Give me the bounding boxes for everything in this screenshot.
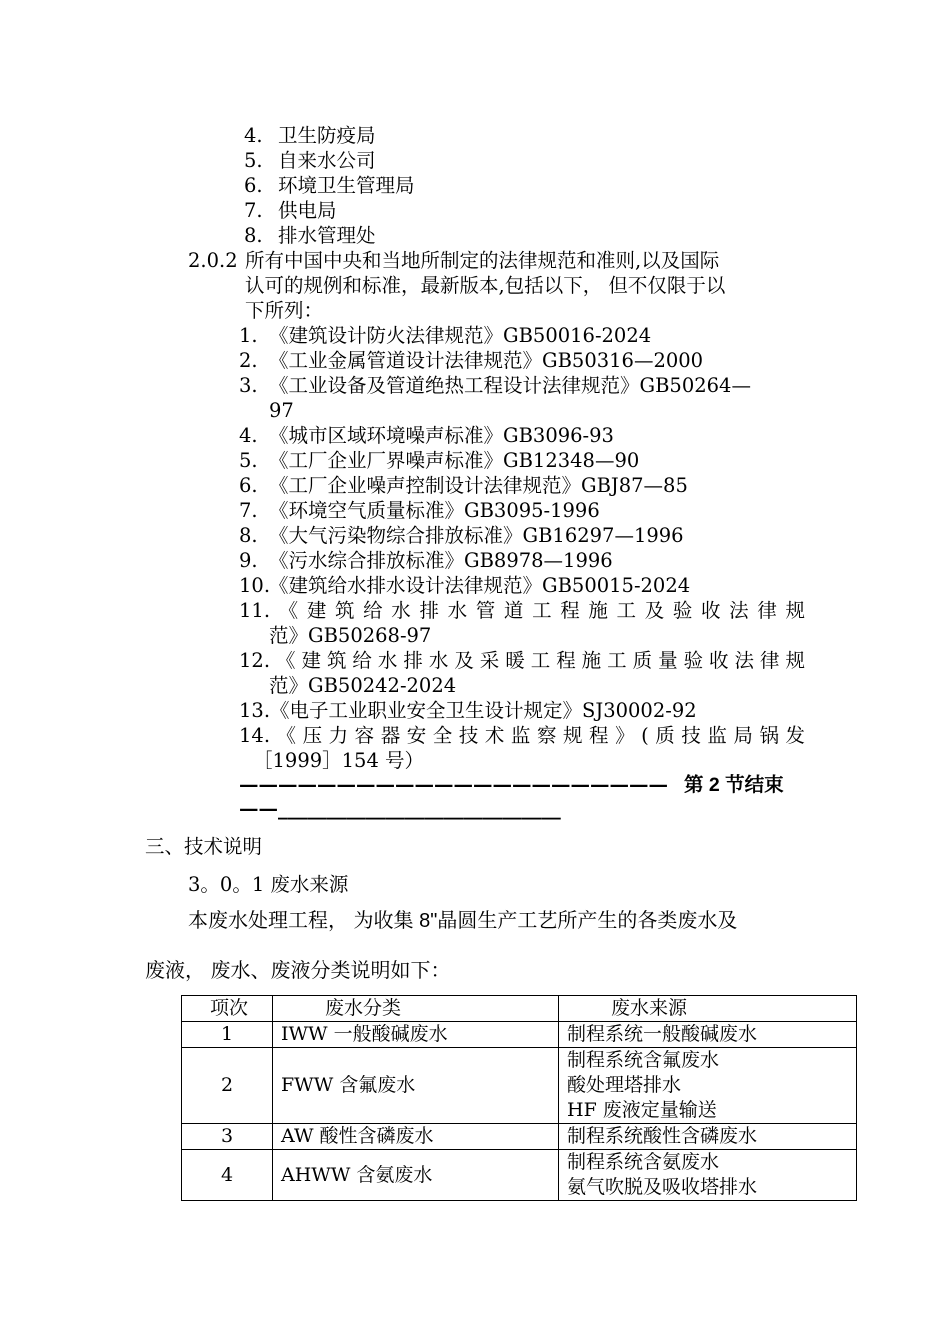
- table-cell-source: 制程系统一般酸碱废水: [559, 1022, 857, 1048]
- standard-item: 10.《建筑给水排水设计法律规范》GB50015-2024: [239, 574, 691, 597]
- standard-item: 14.《压力容器安全技术监察规程》(质技监局锅发: [239, 724, 805, 747]
- list-item: 6. 环境卫生管理局: [244, 174, 415, 197]
- section-text-line: 所有中国中央和当地所制定的法律规范和准则,以及国际: [245, 249, 720, 272]
- divider-dashes: ——————————————————————: [239, 773, 668, 796]
- table-row: [182, 1022, 857, 1048]
- table-cell-type: IWW 一般酸碱废水: [273, 1022, 559, 1048]
- table-header: 废水分类: [273, 996, 559, 1022]
- subsection-title: 3。0。1 废水来源: [188, 873, 349, 896]
- paragraph-line: 废液， 废水、废液分类说明如下：: [145, 960, 451, 982]
- standard-item-continuation: 范》GB50242-2024: [269, 674, 457, 697]
- standard-item-continuation: ［1999］154 号）: [253, 749, 425, 772]
- table-cell-no: 4: [182, 1150, 273, 1201]
- standard-item: 7. 《环境空气质量标准》GB3095-1996: [239, 499, 600, 522]
- table-cell-no: 3: [182, 1124, 273, 1150]
- table-header-row: [182, 996, 857, 1022]
- section-text-line: 认可的规例和标准，最新版本,包括以下， 但不仅限于以: [245, 274, 726, 297]
- table-header: 项次: [182, 996, 273, 1022]
- section-title: 三、技术说明: [145, 835, 263, 858]
- paragraph-line: 本废水处理工程， 为收集 8"晶圆生产工艺所产生的各类废水及: [188, 910, 738, 932]
- standard-item-continuation: 97: [269, 399, 294, 422]
- standard-item: 1. 《建筑设计防火法律规范》GB50016-2024: [239, 324, 652, 347]
- table-cell-no: 1: [182, 1022, 273, 1048]
- list-item: 8. 排水管理处: [244, 224, 376, 247]
- table-row: [182, 1048, 857, 1124]
- standard-item: 2. 《工业金属管道设计法律规范》GB50316—2000: [239, 349, 704, 372]
- table-cell-type: AHWW 含氨废水: [273, 1150, 559, 1201]
- standard-item: 4. 《城市区域环境噪声标准》GB3096-93: [239, 424, 614, 447]
- standard-item: 5. 《工厂企业厂界噪声标准》GB12348—90: [239, 449, 640, 472]
- standard-item: 3. 《工业设备及管道绝热工程设计法律规范》GB50264—: [239, 374, 751, 397]
- table-header: 废水来源: [559, 996, 857, 1022]
- table-cell-source: 制程系统含氟废水 酸处理塔排水 HF 废液定量输送: [559, 1048, 857, 1124]
- standard-item: 8. 《大气污染物综合排放标准》GB16297—1996: [239, 524, 684, 547]
- list-item: 4. 卫生防疫局: [244, 124, 376, 147]
- wastewater-table: [181, 995, 857, 1201]
- list-item: 5. 自来水公司: [244, 149, 376, 172]
- table-cell-no: 2: [182, 1048, 273, 1124]
- standard-item: 9. 《污水综合排放标准》GB8978—1996: [239, 549, 613, 572]
- section-number: 2.0.2: [188, 249, 238, 272]
- standard-item: 11.《建筑给水排水管道工程施工及验收法律规: [239, 599, 805, 622]
- section-text-line: 下所列：: [245, 299, 324, 322]
- table-cell-source: 制程系统酸性含磷废水: [559, 1124, 857, 1150]
- section-end-label: 第 2 节结束: [684, 774, 784, 796]
- divider-dashes: ——_____________________________: [239, 797, 561, 820]
- standard-item: 12.《建筑给水排水及采暖工程施工质量验收法律规: [239, 649, 805, 672]
- table-cell-source: 制程系统含氨废水 氨气吹脱及吸收塔排水: [559, 1150, 857, 1201]
- standard-item-continuation: 范》GB50268-97: [269, 624, 432, 647]
- table-row: [182, 1124, 857, 1150]
- standard-item: 13.《电子工业职业安全卫生设计规定》SJ30002-92: [239, 699, 697, 722]
- section-end-marker: [239, 772, 805, 798]
- table-row: [182, 1150, 857, 1201]
- table-cell-type: FWW 含氟废水: [273, 1048, 559, 1124]
- standard-item: 6. 《工厂企业噪声控制设计法律规范》GBJ87—85: [239, 474, 688, 497]
- table-cell-type: AW 酸性含磷废水: [273, 1124, 559, 1150]
- list-item: 7. 供电局: [244, 199, 337, 222]
